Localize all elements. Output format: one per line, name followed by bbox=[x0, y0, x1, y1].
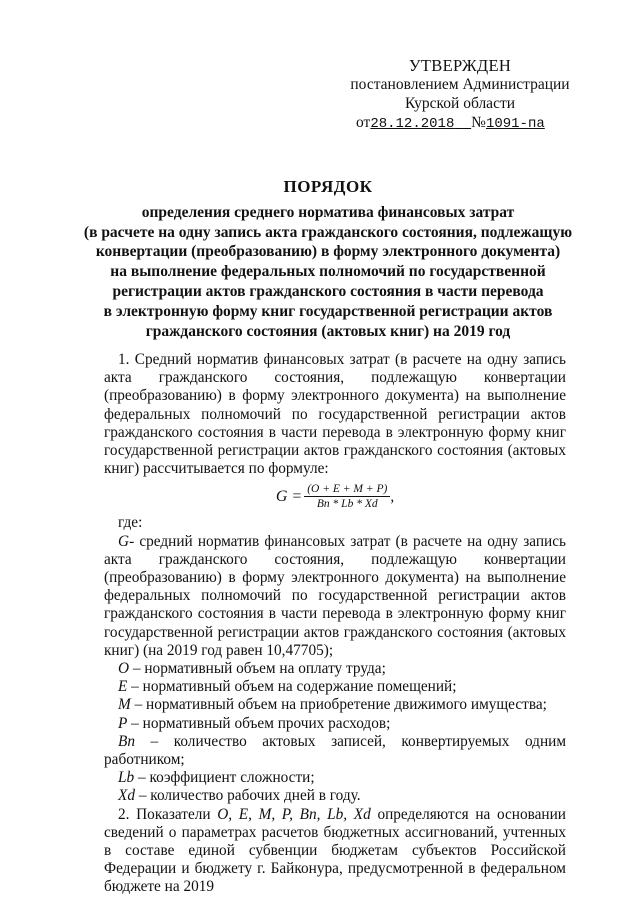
title-line-1: определения среднего норматива финансовых затрат bbox=[141, 203, 515, 221]
def-Lb bbox=[104, 769, 566, 787]
def-O-text: – нормативный объем на оплату труда; bbox=[129, 660, 386, 678]
def-P-text: – нормативный объем прочих расходов; bbox=[127, 714, 391, 732]
approval-line-2: постановлением Администрации bbox=[350, 76, 570, 93]
approval-number: 1091-па bbox=[485, 116, 545, 132]
def-Xd-text: – количество рабочих дней в году. bbox=[135, 787, 361, 805]
title-line-6: в электронную форму книг государственной регистрации актов bbox=[103, 302, 553, 320]
def-O bbox=[104, 660, 566, 678]
def-P bbox=[104, 715, 566, 733]
def-Bn-symbol: Bn bbox=[118, 732, 135, 750]
title-line-2: (в расчете на одну запись акта гражданского состояния, подлежащую bbox=[83, 223, 573, 241]
para2-symbols: O, E, M, P, Bn, Lb, Xd bbox=[217, 805, 371, 823]
def-Xd bbox=[104, 787, 566, 805]
approval-date: 28.12.2018 bbox=[370, 116, 455, 132]
title-line-5: регистрации актов гражданского состояния в части перевода bbox=[112, 282, 544, 300]
def-Lb-symbol: Lb bbox=[118, 769, 135, 787]
def-E-text: – нормативный объем на содержание помещений; bbox=[127, 678, 457, 696]
title-line-3: конвертации (преобразованию) в форму электронного документа) bbox=[95, 243, 561, 261]
def-Bn bbox=[104, 733, 566, 769]
def-E bbox=[104, 678, 566, 696]
def-P-symbol: P bbox=[118, 714, 128, 732]
def-G-symbol: G bbox=[118, 532, 130, 550]
approval-date-number bbox=[340, 113, 580, 134]
document-title bbox=[68, 177, 588, 341]
title-line-7: гражданского состояния (актовых книг) на 2019 год bbox=[145, 322, 511, 340]
paragraph-2 bbox=[104, 806, 566, 897]
def-M bbox=[104, 696, 566, 714]
formula-fraction bbox=[304, 482, 390, 511]
def-M-symbol: M bbox=[118, 696, 131, 714]
para2-lead: 2. Показатели bbox=[118, 805, 218, 823]
approval-from: от bbox=[356, 114, 371, 131]
approval-stamp bbox=[340, 56, 580, 134]
approval-num-sign: № bbox=[471, 114, 486, 131]
def-E-symbol: E bbox=[118, 678, 128, 696]
formula bbox=[104, 482, 566, 511]
title-line-0: ПОРЯДОК bbox=[283, 177, 373, 196]
formula-tail: , bbox=[390, 487, 395, 505]
document-body bbox=[104, 351, 566, 897]
def-Bn-text: – количество актовых записей, конвертируемых одним работником; bbox=[104, 732, 566, 769]
formula-lhs: G = bbox=[275, 487, 303, 505]
paragraph-1: 1. Средний норматив финансовых затрат (в расчете на одну запись акта гражданского состояния, подлежащую конвертации (преобразованию) в форму электронного документа) на выполнение федеральных полномочий по государственной регистрации актов гражданского состояния в части перевода в электронную форму книг государственной регистрации актов гражданского состояния (актовых книг) рассчитывается по формуле: bbox=[104, 351, 566, 478]
def-G bbox=[104, 533, 566, 660]
def-G-text: - средний норматив финансовых затрат (в расчете на одну запись акта гражданского состояния, подлежащую конвертации (преобразованию) в форму электронного документа) на выполнение федеральных полномочий по государственной регистрации актов гражданского состояния в части перевода в электронную форму книг государственной регистрации актов гражданского состояния (актовых книг) (на 2019 год равен 10,47705); bbox=[104, 532, 566, 659]
def-Xd-symbol: Xd bbox=[118, 787, 135, 805]
formula-denominator: Bn * Lb * Xd bbox=[316, 498, 378, 511]
para2-text: определяются на основании сведений о параметрах расчетов бюджетных ассигнований, учтенных в составе единой субвенции бюджетам субъектов Российской Федерации и бюджету г. Байконура, предусмотренной в федеральном бюджете на 2019 bbox=[104, 805, 566, 896]
where-label: где: bbox=[118, 514, 143, 532]
title-line-4: на выполнение федеральных полномочий по государственной bbox=[110, 263, 546, 281]
def-O-symbol: O bbox=[118, 660, 130, 678]
approval-head: УТВЕРЖДЕН bbox=[408, 56, 512, 75]
def-M-text: – нормативный объем на приобретение движимого имущества; bbox=[130, 696, 547, 714]
formula-numerator: (O + E + M + P) bbox=[304, 482, 390, 497]
def-Lb-text: – коэффициент сложности; bbox=[134, 769, 315, 787]
approval-line-3: Курской области bbox=[404, 95, 516, 112]
